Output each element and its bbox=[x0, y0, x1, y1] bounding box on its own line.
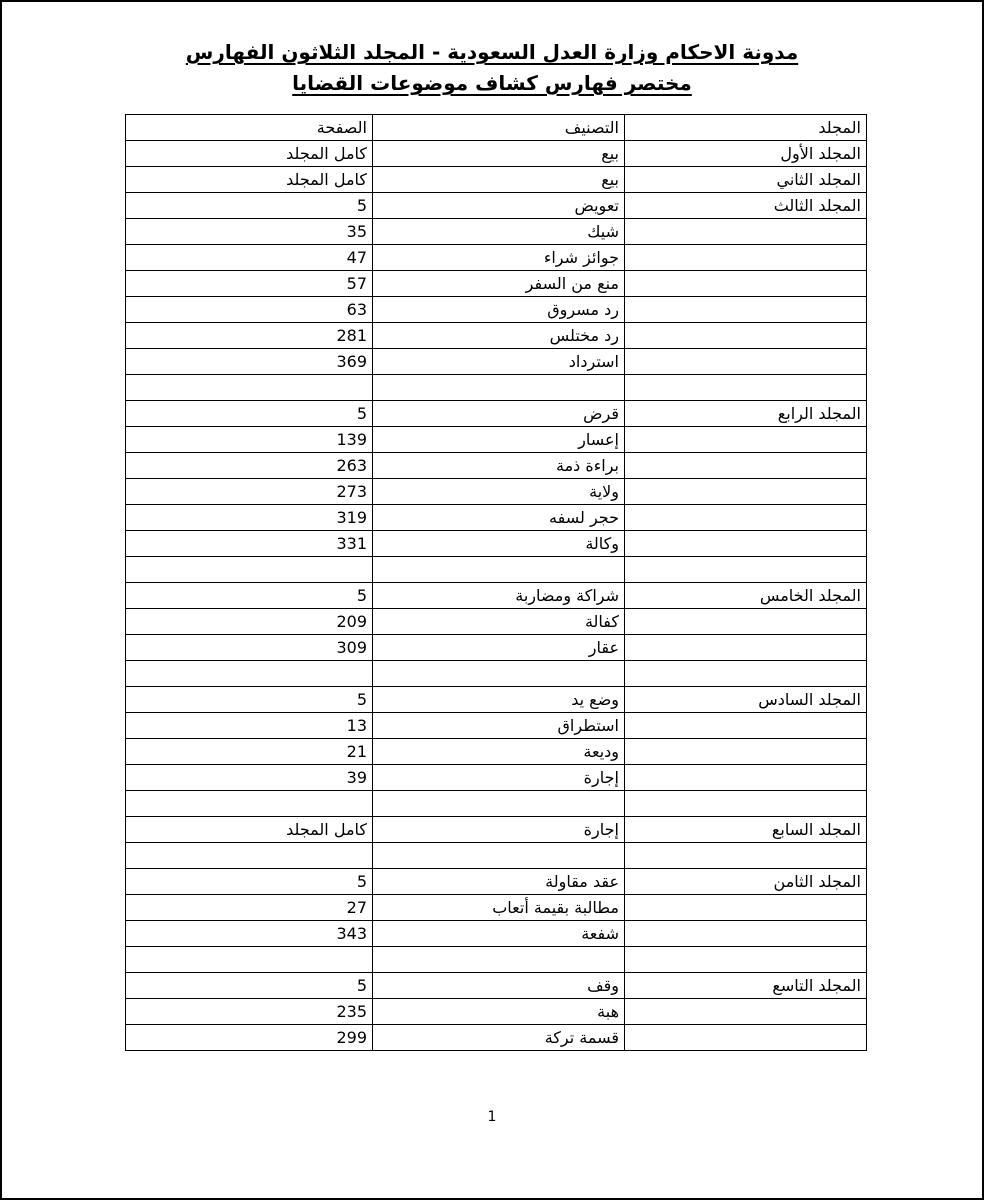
cell-page: 273 bbox=[126, 479, 373, 505]
table-row bbox=[126, 973, 867, 999]
table-row bbox=[126, 427, 867, 453]
cell-volume bbox=[625, 765, 867, 791]
cell-classification: براءة ذمة bbox=[373, 453, 625, 479]
cell-classification bbox=[373, 557, 625, 583]
cell-classification: استطراق bbox=[373, 713, 625, 739]
table-row bbox=[126, 401, 867, 427]
table-row bbox=[126, 167, 867, 193]
cell-volume bbox=[625, 947, 867, 973]
cell-volume bbox=[625, 661, 867, 687]
cell-volume bbox=[625, 453, 867, 479]
cell-volume bbox=[625, 843, 867, 869]
table-row bbox=[126, 765, 867, 791]
cell-page: 5 bbox=[126, 687, 373, 713]
cell-classification bbox=[373, 791, 625, 817]
cell-volume bbox=[625, 505, 867, 531]
cell-classification: استرداد bbox=[373, 349, 625, 375]
cell-page: 35 bbox=[126, 219, 373, 245]
cell-classification: تعويض bbox=[373, 193, 625, 219]
cell-volume bbox=[625, 791, 867, 817]
cell-classification: شراكة ومضاربة bbox=[373, 583, 625, 609]
cell-volume: المجلد السادس bbox=[625, 687, 867, 713]
table-row bbox=[126, 349, 867, 375]
cell-volume: المجلد الثامن bbox=[625, 869, 867, 895]
cell-page: 57 bbox=[126, 271, 373, 297]
cell-classification: بيع bbox=[373, 141, 625, 167]
table-row bbox=[126, 999, 867, 1025]
cell-volume bbox=[625, 921, 867, 947]
table-row bbox=[126, 219, 867, 245]
cell-classification bbox=[373, 947, 625, 973]
table-row bbox=[126, 947, 867, 973]
cell-volume bbox=[625, 531, 867, 557]
cell-classification: جوائز شراء bbox=[373, 245, 625, 271]
cell-volume: المجلد الخامس bbox=[625, 583, 867, 609]
cell-page: 47 bbox=[126, 245, 373, 271]
table-row bbox=[126, 375, 867, 401]
cell-page bbox=[126, 843, 373, 869]
cell-volume bbox=[625, 557, 867, 583]
cell-classification: وكالة bbox=[373, 531, 625, 557]
document-subtitle: مختصر فهارس كشاف موضوعات القضايا bbox=[292, 71, 692, 95]
cell-classification: حجر لسفه bbox=[373, 505, 625, 531]
table-row bbox=[126, 661, 867, 687]
cell-page bbox=[126, 791, 373, 817]
cell-page: 5 bbox=[126, 193, 373, 219]
cell-page: 235 bbox=[126, 999, 373, 1025]
cell-page: 13 bbox=[126, 713, 373, 739]
cell-classification: ولاية bbox=[373, 479, 625, 505]
table-row bbox=[126, 193, 867, 219]
cell-classification: إجارة bbox=[373, 765, 625, 791]
table-row bbox=[126, 739, 867, 765]
cell-classification: عقد مقاولة bbox=[373, 869, 625, 895]
cell-classification: إعسار bbox=[373, 427, 625, 453]
cell-page: كامل المجلد bbox=[126, 817, 373, 843]
cell-volume: المجلد التاسع bbox=[625, 973, 867, 999]
page-number: 1 bbox=[487, 1109, 497, 1125]
index-table bbox=[125, 114, 867, 1051]
table-row bbox=[126, 713, 867, 739]
cell-page: 209 bbox=[126, 609, 373, 635]
cell-classification: عقار bbox=[373, 635, 625, 661]
table-row bbox=[126, 635, 867, 661]
cell-volume: المجلد الأول bbox=[625, 141, 867, 167]
cell-page bbox=[126, 375, 373, 401]
cell-classification: وديعة bbox=[373, 739, 625, 765]
cell-page: 39 bbox=[126, 765, 373, 791]
table-row bbox=[126, 687, 867, 713]
cell-page bbox=[126, 557, 373, 583]
table-row bbox=[126, 843, 867, 869]
table-row bbox=[126, 609, 867, 635]
cell-page bbox=[126, 661, 373, 687]
table-row bbox=[126, 791, 867, 817]
table-row bbox=[126, 323, 867, 349]
cell-page: 5 bbox=[126, 869, 373, 895]
cell-volume bbox=[625, 635, 867, 661]
cell-classification: رد مسروق bbox=[373, 297, 625, 323]
cell-classification: شيك bbox=[373, 219, 625, 245]
cell-volume: المجلد الرابع bbox=[625, 401, 867, 427]
cell-classification: كفالة bbox=[373, 609, 625, 635]
cell-page: 5 bbox=[126, 973, 373, 999]
table-row bbox=[126, 1025, 867, 1051]
cell-classification: هبة bbox=[373, 999, 625, 1025]
cell-volume bbox=[625, 609, 867, 635]
index-table-body bbox=[126, 115, 867, 1051]
cell-page: 281 bbox=[126, 323, 373, 349]
cell-volume: المجلد السابع bbox=[625, 817, 867, 843]
cell-volume bbox=[625, 245, 867, 271]
cell-classification: مطالبة بقيمة أتعاب bbox=[373, 895, 625, 921]
table-row bbox=[126, 895, 867, 921]
cell-volume bbox=[625, 895, 867, 921]
cell-classification bbox=[373, 661, 625, 687]
cell-page: 369 bbox=[126, 349, 373, 375]
cell-page: 139 bbox=[126, 427, 373, 453]
cell-classification: إجارة bbox=[373, 817, 625, 843]
cell-volume bbox=[625, 271, 867, 297]
cell-classification: منع من السفر bbox=[373, 271, 625, 297]
table-row bbox=[126, 583, 867, 609]
cell-classification: شفعة bbox=[373, 921, 625, 947]
column-header-classification: التصنيف bbox=[373, 115, 625, 141]
cell-volume bbox=[625, 219, 867, 245]
cell-page: 299 bbox=[126, 1025, 373, 1051]
cell-page: 5 bbox=[126, 401, 373, 427]
table-row bbox=[126, 479, 867, 505]
table-row bbox=[126, 297, 867, 323]
cell-page: 331 bbox=[126, 531, 373, 557]
cell-page: 63 bbox=[126, 297, 373, 323]
cell-classification: قسمة تركة bbox=[373, 1025, 625, 1051]
table-row bbox=[126, 817, 867, 843]
cell-classification: وقف bbox=[373, 973, 625, 999]
cell-classification: رد مختلس bbox=[373, 323, 625, 349]
cell-page: 27 bbox=[126, 895, 373, 921]
cell-page: 343 bbox=[126, 921, 373, 947]
cell-volume bbox=[625, 739, 867, 765]
cell-volume: المجلد الثاني bbox=[625, 167, 867, 193]
document-title: مدونة الاحكام وزارة العدل السعودية - المجلد الثلاثون الفهارس bbox=[185, 40, 799, 64]
table-row bbox=[126, 245, 867, 271]
cell-volume bbox=[625, 375, 867, 401]
table-row bbox=[126, 271, 867, 297]
cell-volume bbox=[625, 349, 867, 375]
cell-page: 319 bbox=[126, 505, 373, 531]
cell-classification: قرض bbox=[373, 401, 625, 427]
table-header-row bbox=[126, 115, 867, 141]
table-row bbox=[126, 869, 867, 895]
cell-page: كامل المجلد bbox=[126, 141, 373, 167]
cell-classification: وضع يد bbox=[373, 687, 625, 713]
cell-volume bbox=[625, 297, 867, 323]
column-header-page: الصفحة bbox=[126, 115, 373, 141]
cell-volume bbox=[625, 1025, 867, 1051]
cell-volume bbox=[625, 427, 867, 453]
column-header-volume: المجلد bbox=[625, 115, 867, 141]
cell-volume bbox=[625, 479, 867, 505]
table-row bbox=[126, 505, 867, 531]
cell-page bbox=[126, 947, 373, 973]
cell-page: 263 bbox=[126, 453, 373, 479]
cell-page: 309 bbox=[126, 635, 373, 661]
cell-classification: بيع bbox=[373, 167, 625, 193]
table-row bbox=[126, 921, 867, 947]
cell-page: 21 bbox=[126, 739, 373, 765]
cell-volume bbox=[625, 713, 867, 739]
cell-page: 5 bbox=[126, 583, 373, 609]
cell-classification bbox=[373, 843, 625, 869]
cell-page: كامل المجلد bbox=[126, 167, 373, 193]
table-row bbox=[126, 453, 867, 479]
cell-volume bbox=[625, 323, 867, 349]
table-row bbox=[126, 557, 867, 583]
cell-classification bbox=[373, 375, 625, 401]
cell-volume: المجلد الثالث bbox=[625, 193, 867, 219]
cell-volume bbox=[625, 999, 867, 1025]
table-row bbox=[126, 141, 867, 167]
table-row bbox=[126, 531, 867, 557]
